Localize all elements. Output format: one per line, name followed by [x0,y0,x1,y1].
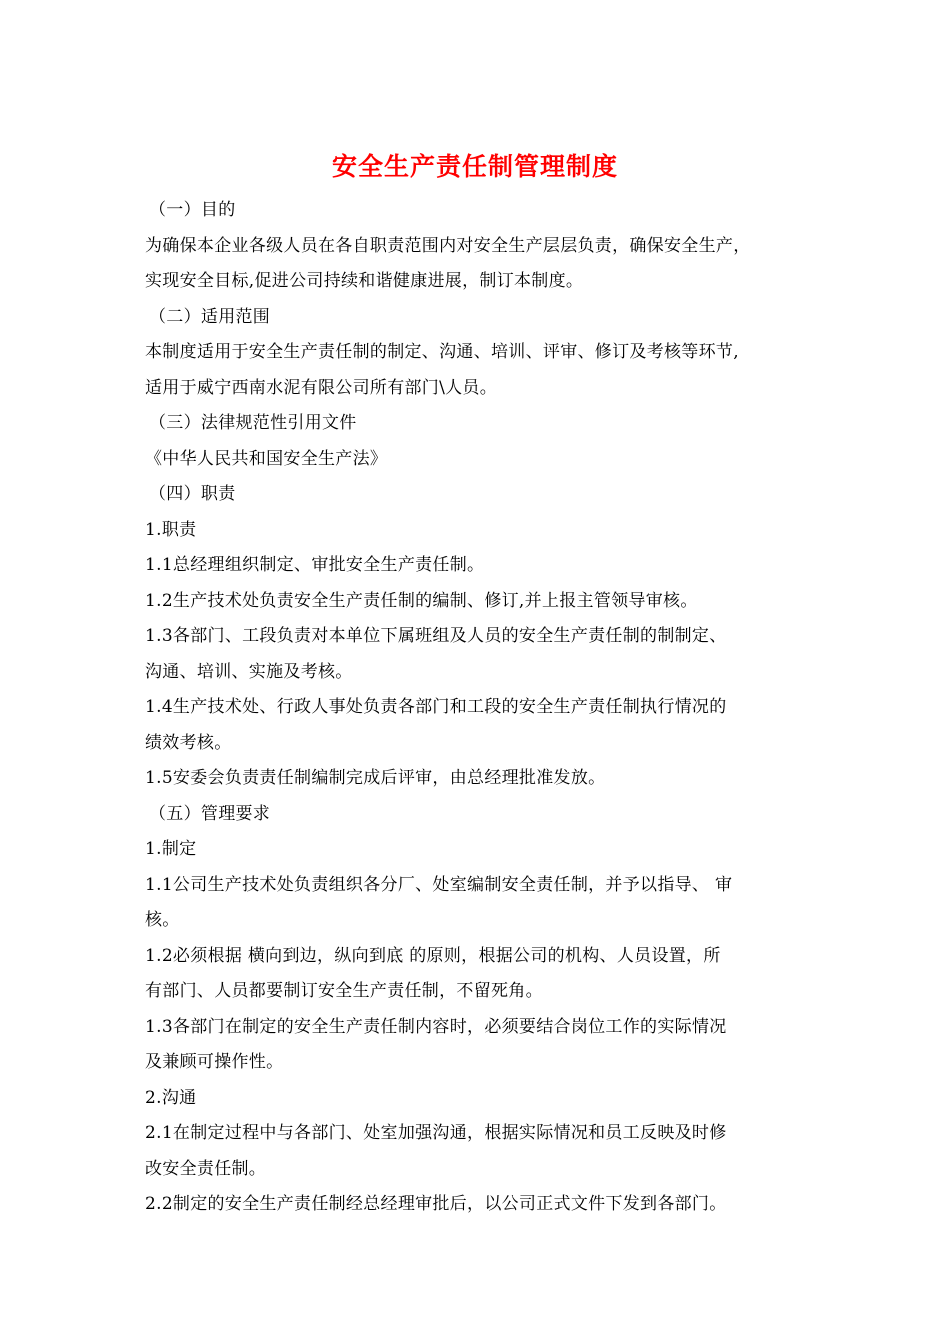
document-title: 安全生产责任制管理制度 [331,152,618,181]
subheading-line: 2.沟通 [145,1087,197,1108]
document-body [145,193,805,1223]
paragraph-line: 绩效考核。 [145,732,232,753]
paragraph-line: 2.1在制定过程中与各部门、处室加强沟通，根据实际情况和员工反映及时修 [145,1123,727,1143]
paragraph-line: 本制度适用于安全生产责任制的制定、沟通、培训、评审、修订及考核等环节, [145,342,739,362]
section-heading-purpose: （一）目的 [149,200,236,220]
paragraph-line: 实现安全目标,促进公司持续和谐健康进展，制订本制度。 [145,271,584,291]
paragraph-line: 改安全责任制。 [145,1158,267,1179]
section-heading-references: （三）法律规范性引用文件 [149,413,357,433]
subheading-line: 1.制定 [145,839,197,859]
section-heading-scope: （二）适用范围 [149,306,271,327]
section-heading-requirements: （五）管理要求 [149,803,271,824]
paragraph-line: 1.3各部门、工段负责对本单位下属班组及人员的安全生产责任制的制制定、 [145,626,727,646]
paragraph-line: 有部门、人员都要制订安全生产责任制，不留死角。 [145,981,543,1001]
paragraph-line: 1.2生产技术处负责安全生产责任制的编制、修订,并上报主管领导审核。 [145,590,698,611]
section-heading-duties: （四）职责 [149,484,236,504]
paragraph-line: 1.1公司生产技术处负责组织各分厂、处室编制安全责任制，并予以指导、 审 [145,874,733,895]
paragraph-line: 1.2必须根据 横向到边，纵向到底 的原则，根据公司的机构、人员设置，所 [145,945,721,966]
subheading-line: 1.职责 [145,519,197,540]
paragraph-line: 1.4生产技术处、行政人事处负责各部门和工段的安全生产责任制执行情况的 [145,697,727,717]
paragraph-line: 《中华人民共和国安全生产法》 [145,448,388,469]
paragraph-line: 适用于威宁西南水泥有限公司所有部门\人员。 [145,377,498,398]
paragraph-line: 沟通、培训、实施及考核。 [145,661,353,682]
paragraph-line: 1.1总经理组织制定、审批安全生产责任制。 [145,555,485,575]
paragraph-line: 1.3各部门在制定的安全生产责任制内容时，必须要结合岗位工作的实际情况 [145,1016,727,1037]
paragraph-line: 及兼顾可操作性。 [145,1052,284,1072]
paragraph-line: 核。 [145,910,180,930]
paragraph-line: 1.5安委会负责责任制编制完成后评审，由总经理批准发放。 [145,768,606,788]
paragraph-line: 2.2制定的安全生产责任制经总经理审批后，以公司正式文件下发到各部门。 [145,1194,727,1214]
paragraph-line: 为确保本企业各级人员在各自职责范围内对安全生产层层负责，确保安全生产， [145,235,751,256]
